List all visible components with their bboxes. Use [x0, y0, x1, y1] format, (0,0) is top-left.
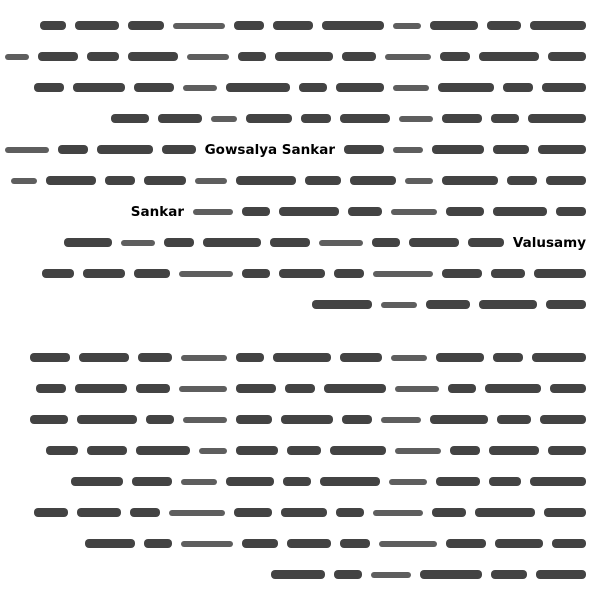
- text-word-placeholder: [181, 541, 233, 547]
- text-word-placeholder: [438, 83, 494, 92]
- text-word-placeholder: [195, 178, 227, 184]
- text-word-placeholder: [281, 508, 327, 517]
- text-word-placeholder: [181, 355, 227, 361]
- text-word-placeholder: [301, 114, 331, 123]
- text-word-placeholder: [46, 176, 96, 185]
- text-word-placeholder: [273, 353, 331, 362]
- text-line: [14, 196, 586, 227]
- text-word-placeholder: [136, 384, 170, 393]
- text-word-placeholder: [236, 353, 264, 362]
- text-word-placeholder: [162, 145, 196, 154]
- text-word-placeholder: [40, 21, 66, 30]
- text-word-placeholder: [448, 384, 476, 393]
- text-word-placeholder: [340, 353, 382, 362]
- text-word-placeholder: [281, 415, 333, 424]
- text-word-placeholder: [446, 207, 484, 216]
- text-word-placeholder: [183, 417, 227, 423]
- text-word-placeholder: [440, 52, 470, 61]
- text-word-placeholder: [279, 207, 339, 216]
- text-word-placeholder: [491, 114, 519, 123]
- text-word-placeholder: [236, 415, 272, 424]
- text-word-placeholder: [485, 384, 541, 393]
- text-word-placeholder: [87, 446, 127, 455]
- text-word-placeholder: [85, 539, 135, 548]
- person-name-sankar: Sankar: [130, 203, 184, 220]
- text-word-placeholder: [283, 477, 311, 486]
- text-word-placeholder: [426, 300, 470, 309]
- text-word-placeholder: [389, 479, 427, 485]
- text-word-placeholder: [77, 508, 121, 517]
- text-line: [14, 559, 586, 590]
- text-word-placeholder: [344, 145, 384, 154]
- text-word-placeholder: [158, 114, 202, 123]
- text-word-placeholder: [391, 355, 427, 361]
- person-name-gowsalya-sankar: Gowsalya Sankar: [204, 141, 335, 158]
- text-word-placeholder: [179, 271, 233, 277]
- text-word-placeholder: [305, 176, 341, 185]
- text-word-placeholder: [530, 21, 586, 30]
- text-line: [14, 227, 586, 258]
- article-paragraph-2: [14, 342, 586, 590]
- text-word-placeholder: [87, 52, 119, 61]
- text-word-placeholder: [203, 238, 261, 247]
- text-line: [14, 435, 586, 466]
- text-word-placeholder: [409, 238, 459, 247]
- text-word-placeholder: [226, 477, 274, 486]
- text-word-placeholder: [491, 269, 525, 278]
- text-word-placeholder: [242, 269, 270, 278]
- text-word-placeholder: [379, 541, 437, 547]
- text-word-placeholder: [556, 207, 586, 216]
- text-word-placeholder: [450, 446, 480, 455]
- text-word-placeholder: [373, 510, 423, 516]
- text-word-placeholder: [275, 52, 333, 61]
- text-word-placeholder: [324, 384, 386, 393]
- text-word-placeholder: [211, 116, 237, 122]
- text-word-placeholder: [420, 570, 482, 579]
- text-word-placeholder: [320, 477, 380, 486]
- text-word-placeholder: [193, 209, 233, 215]
- text-word-placeholder: [299, 83, 327, 92]
- text-word-placeholder: [138, 353, 172, 362]
- text-word-placeholder: [164, 238, 194, 247]
- text-word-placeholder: [134, 83, 174, 92]
- text-word-placeholder: [279, 269, 325, 278]
- text-word-placeholder: [399, 116, 433, 122]
- text-word-placeholder: [199, 448, 227, 454]
- text-word-placeholder: [546, 176, 586, 185]
- text-word-placeholder: [134, 269, 170, 278]
- text-word-placeholder: [436, 353, 484, 362]
- text-word-placeholder: [544, 508, 586, 517]
- text-word-placeholder: [393, 85, 429, 91]
- text-word-placeholder: [181, 479, 217, 485]
- text-word-placeholder: [287, 539, 331, 548]
- text-word-placeholder: [334, 269, 364, 278]
- text-word-placeholder: [479, 300, 537, 309]
- text-word-placeholder: [542, 83, 586, 92]
- text-word-placeholder: [334, 570, 362, 579]
- text-line: [14, 103, 586, 134]
- text-word-placeholder: [234, 21, 264, 30]
- text-word-placeholder: [73, 83, 125, 92]
- text-word-placeholder: [442, 114, 482, 123]
- text-word-placeholder: [487, 21, 521, 30]
- text-word-placeholder: [146, 415, 174, 424]
- text-word-placeholder: [238, 52, 266, 61]
- text-word-placeholder: [319, 240, 363, 246]
- text-line: [14, 497, 586, 528]
- text-word-placeholder: [5, 54, 29, 60]
- text-word-placeholder: [58, 145, 88, 154]
- text-word-placeholder: [234, 508, 272, 517]
- text-word-placeholder: [111, 114, 149, 123]
- text-word-placeholder: [11, 178, 37, 184]
- text-word-placeholder: [548, 52, 586, 61]
- text-word-placeholder: [128, 21, 164, 30]
- text-word-placeholder: [246, 114, 292, 123]
- text-word-placeholder: [187, 54, 229, 60]
- text-word-placeholder: [550, 384, 586, 393]
- text-word-placeholder: [105, 176, 135, 185]
- text-word-placeholder: [442, 269, 482, 278]
- text-word-placeholder: [381, 302, 417, 308]
- text-word-placeholder: [342, 415, 372, 424]
- text-word-placeholder: [546, 300, 586, 309]
- text-word-placeholder: [348, 207, 382, 216]
- text-word-placeholder: [493, 353, 523, 362]
- text-word-placeholder: [446, 539, 486, 548]
- text-word-placeholder: [42, 269, 74, 278]
- text-word-placeholder: [38, 52, 78, 61]
- text-word-placeholder: [130, 508, 160, 517]
- text-word-placeholder: [236, 176, 296, 185]
- text-word-placeholder: [83, 269, 125, 278]
- text-word-placeholder: [372, 238, 400, 247]
- text-word-placeholder: [536, 570, 586, 579]
- text-word-placeholder: [322, 21, 384, 30]
- text-line: [14, 258, 586, 289]
- text-word-placeholder: [395, 448, 441, 454]
- text-line: [14, 10, 586, 41]
- text-word-placeholder: [393, 147, 423, 153]
- text-word-placeholder: [132, 477, 172, 486]
- text-word-placeholder: [77, 415, 137, 424]
- text-word-placeholder: [242, 207, 270, 216]
- text-word-placeholder: [121, 240, 155, 246]
- text-word-placeholder: [540, 415, 586, 424]
- text-word-placeholder: [385, 54, 431, 60]
- text-word-placeholder: [336, 508, 364, 517]
- text-word-placeholder: [371, 572, 411, 578]
- text-word-placeholder: [273, 21, 313, 30]
- text-word-placeholder: [36, 384, 66, 393]
- text-word-placeholder: [503, 83, 533, 92]
- text-word-placeholder: [493, 207, 547, 216]
- text-word-placeholder: [30, 353, 70, 362]
- text-word-placeholder: [436, 477, 480, 486]
- text-word-placeholder: [336, 83, 384, 92]
- text-word-placeholder: [340, 114, 390, 123]
- text-word-placeholder: [270, 238, 310, 247]
- text-word-placeholder: [128, 52, 178, 61]
- text-line: [14, 342, 586, 373]
- text-word-placeholder: [79, 353, 129, 362]
- text-word-placeholder: [287, 446, 321, 455]
- text-word-placeholder: [432, 145, 484, 154]
- text-word-placeholder: [430, 415, 488, 424]
- text-word-placeholder: [144, 539, 172, 548]
- text-word-placeholder: [395, 386, 439, 392]
- text-word-placeholder: [236, 384, 276, 393]
- text-line: [14, 404, 586, 435]
- text-word-placeholder: [183, 85, 217, 91]
- text-word-placeholder: [5, 147, 49, 153]
- text-word-placeholder: [373, 271, 433, 277]
- text-word-placeholder: [548, 446, 586, 455]
- text-word-placeholder: [381, 417, 421, 423]
- text-line: [14, 373, 586, 404]
- text-word-placeholder: [530, 477, 586, 486]
- text-word-placeholder: [532, 353, 586, 362]
- text-word-placeholder: [75, 384, 127, 393]
- text-word-placeholder: [393, 23, 421, 29]
- text-word-placeholder: [489, 446, 539, 455]
- text-word-placeholder: [144, 176, 186, 185]
- text-word-placeholder: [226, 83, 290, 92]
- text-word-placeholder: [507, 176, 537, 185]
- text-word-placeholder: [34, 83, 64, 92]
- text-line: [14, 41, 586, 72]
- text-word-placeholder: [236, 446, 278, 455]
- text-word-placeholder: [46, 446, 78, 455]
- text-line: [14, 72, 586, 103]
- text-word-placeholder: [495, 539, 543, 548]
- text-word-placeholder: [340, 539, 370, 548]
- text-word-placeholder: [271, 570, 325, 579]
- text-line: [14, 528, 586, 559]
- text-word-placeholder: [405, 178, 433, 184]
- text-word-placeholder: [330, 446, 386, 455]
- text-word-placeholder: [432, 508, 466, 517]
- text-word-placeholder: [489, 477, 521, 486]
- text-word-placeholder: [169, 510, 225, 516]
- text-word-placeholder: [75, 21, 119, 30]
- text-word-placeholder: [242, 539, 278, 548]
- text-word-placeholder: [497, 415, 531, 424]
- text-word-placeholder: [30, 415, 68, 424]
- text-word-placeholder: [285, 384, 315, 393]
- text-word-placeholder: [34, 508, 68, 517]
- text-word-placeholder: [534, 269, 586, 278]
- text-word-placeholder: [468, 238, 504, 247]
- text-word-placeholder: [475, 508, 535, 517]
- text-word-placeholder: [179, 386, 227, 392]
- text-word-placeholder: [312, 300, 372, 309]
- text-word-placeholder: [552, 539, 586, 548]
- text-word-placeholder: [538, 145, 586, 154]
- text-word-placeholder: [391, 209, 437, 215]
- text-word-placeholder: [97, 145, 153, 154]
- text-line: [14, 134, 586, 165]
- text-word-placeholder: [479, 52, 539, 61]
- text-word-placeholder: [528, 114, 586, 123]
- text-word-placeholder: [136, 446, 190, 455]
- text-word-placeholder: [342, 52, 376, 61]
- text-word-placeholder: [442, 176, 498, 185]
- person-name-valusamy: Valusamy: [512, 234, 586, 251]
- text-word-placeholder: [430, 21, 478, 30]
- text-word-placeholder: [71, 477, 123, 486]
- text-word-placeholder: [491, 570, 527, 579]
- text-word-placeholder: [64, 238, 112, 247]
- text-word-placeholder: [350, 176, 396, 185]
- text-line: [14, 466, 586, 497]
- text-word-placeholder: [173, 23, 225, 29]
- text-word-placeholder: [493, 145, 529, 154]
- article-paragraph-1: [14, 10, 586, 320]
- text-line: [14, 289, 586, 320]
- text-line: [14, 165, 586, 196]
